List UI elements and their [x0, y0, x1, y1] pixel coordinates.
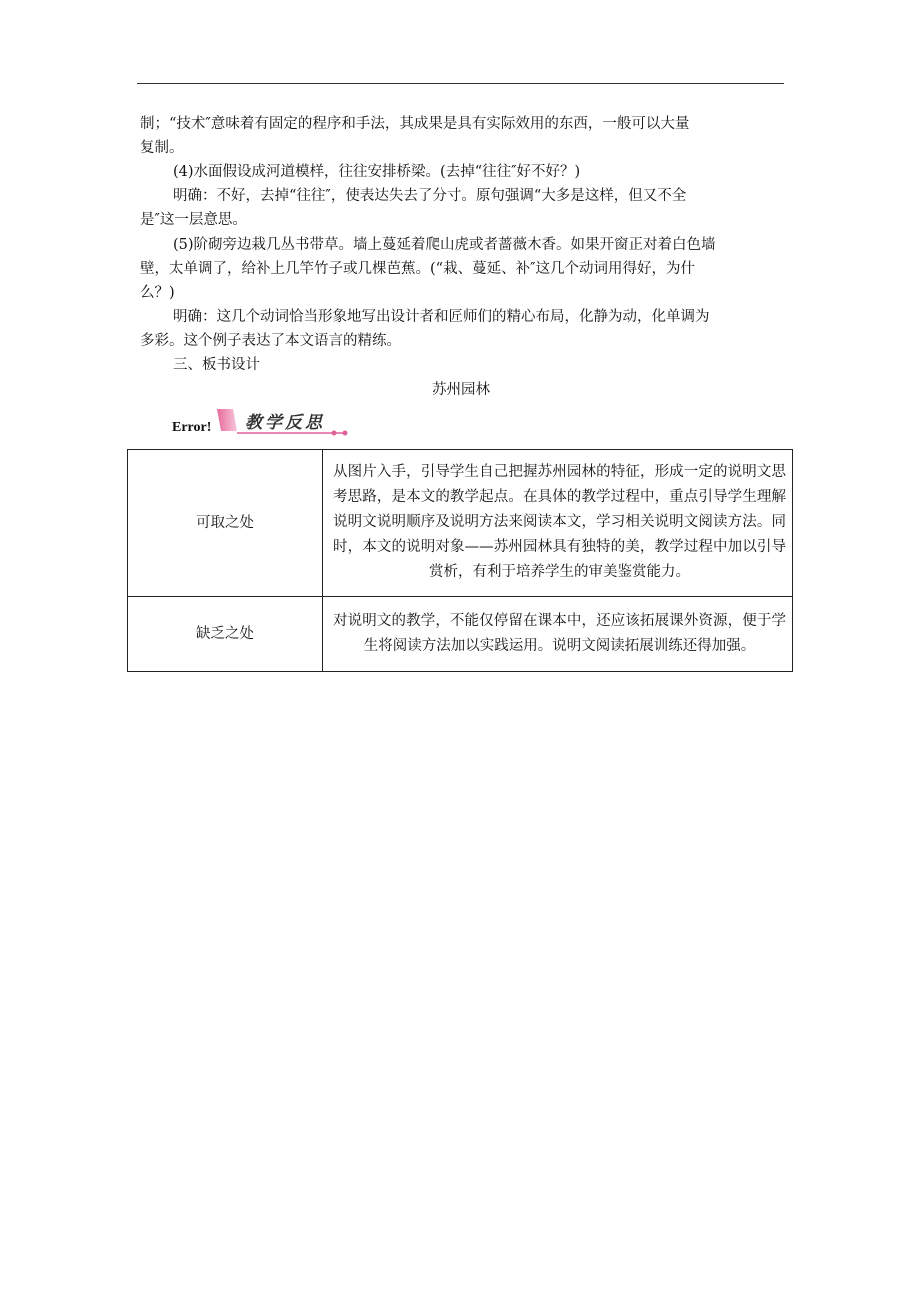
- reflection-table: [127, 449, 793, 672]
- section-banner: [217, 407, 352, 437]
- answer-4: 明确：不好，去掉“往往″，使表达失去了分寸。原句强调“大多是这样，但又不全: [173, 188, 687, 204]
- error-label: Error!: [172, 420, 212, 435]
- question-4: (4)水面假设成河道模样，往往安排桥梁。(去掉“往往″好不好？): [173, 164, 581, 180]
- table-row: [128, 597, 793, 672]
- paragraph-line: 是″这一层意思。: [140, 212, 247, 228]
- section-heading-board-design: 三、板书设计: [173, 357, 260, 373]
- board-title: 苏州园林: [432, 382, 490, 398]
- paragraph-line: 壁，太单调了，给补上几竿竹子或几棵芭蕉。(“栽、蔓延、补″这几个动词用得好，为什: [140, 261, 695, 277]
- paragraph-line: 复制。: [140, 140, 184, 156]
- table-row: [128, 450, 793, 597]
- answer-5: 明确：这几个动词恰当形象地写出设计者和匠师们的精心布局，化静为动，化单调为: [173, 309, 710, 325]
- paragraph-line: 么？): [140, 285, 175, 301]
- row-header: 可取之处: [128, 450, 323, 597]
- header-rule: [137, 83, 784, 84]
- paragraph-line: 多彩。这个例子表达了本文语言的精练。: [140, 333, 401, 349]
- row-header: 缺乏之处: [128, 597, 323, 672]
- banner-title: 教学反思: [245, 413, 325, 433]
- paragraph-line: 制；“技术″意味着有固定的程序和手法，其成果是具有实际效用的东西，一般可以大量: [140, 116, 690, 132]
- question-5: (5)阶砌旁边栽几丛书带草。墙上蔓延着爬山虎或者蔷薇木香。如果开窗正对着白色墙: [173, 237, 716, 253]
- row-content: 从图片入手，引导学生自己把握苏州园林的特征，形成一定的说明文思考思路，是本文的教学起点。在具体的教学过程中，重点引导学生理解说明文说明顺序及说明方法来阅读本文，学习相关说明文阅读方法。同时，本文的说明对象——苏州园林具有独特的美，教学过程中加以引导赏析，有利于培养学生的审美鉴赏能力。: [323, 450, 793, 597]
- row-content: 对说明文的教学，不能仅停留在课本中，还应该拓展课外资源，便于学生将阅读方法加以实践运用。说明文阅读拓展训练还得加强。: [323, 597, 793, 672]
